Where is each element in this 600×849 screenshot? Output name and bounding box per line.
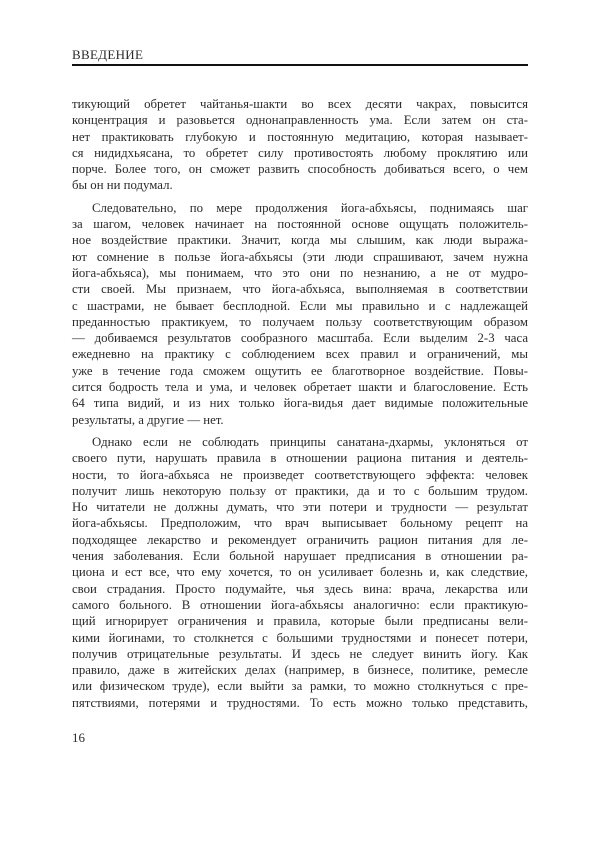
text-line: подходящее лекарство и рекомендует ограничить рацион питания для ле-	[72, 532, 528, 547]
text-line: чения заболевания. Если больной нарушает предписания в отношении ра-	[72, 549, 528, 564]
paragraph	[72, 434, 528, 711]
text-line: преданностью практикуем, то получаем пользу соответствующим образом	[72, 314, 528, 329]
text-line: сится бодрость тела и ума, и человек обретает шакти и благословение. Есть	[72, 380, 528, 395]
text-line: щий игнорирует ограничения и правила, которые были предписаны вели-	[72, 614, 528, 629]
text-line: тикующий обретет чайтанья-шакти во всех десяти чакрах, повысится	[72, 97, 528, 111]
page-number: 16	[72, 730, 85, 745]
text-line: Следовательно, по мере продолжения йога-абхьясы, поднимаясь шаг	[92, 200, 528, 215]
text-line: уже в течение года сможем ощутить ее благотворное воздействие. Повы-	[72, 363, 528, 378]
text-line: — добиваемся результатов сообразного масштаба. Если выделим 2-3 часа	[72, 331, 528, 346]
paragraph	[72, 96, 528, 194]
text-line: йога-абхьяса), мы понимаем, что это они по незнанию, а не от мудро-	[72, 265, 528, 280]
text-line: получит лишь некоторую пользу от практики, да и то с большим трудом.	[72, 483, 528, 498]
text-line: своего пути, нарушать правила в отношении рациона питания и деятель-	[72, 451, 528, 466]
text-line: порче. Более того, он сможет развить способность добиваться всего, о чем	[72, 162, 528, 177]
body-text	[72, 96, 528, 717]
text-line: сти своей. Мы признаем, что йога-абхьяса, выполняемая в соответствии	[72, 282, 528, 297]
text-line: правило, даже в житейских делах (например, в бизнесе, политике, ремесле	[72, 663, 528, 678]
text-line: результаты, а другие — нет.	[72, 412, 224, 427]
text-line: Но читатели не должны думать, что эти потери и трудности — результат	[72, 500, 528, 515]
text-line: ности, то йога-абхьяса не произведет соответствующего эффекта: человек	[72, 467, 528, 482]
text-line: ют сомнение в пользе йога-абхьясы (эти люди спрашивают, зачем нужна	[72, 249, 528, 264]
text-line: ежедневно на практику с соблюдением всех правил и ограничений, мы	[72, 347, 528, 362]
text-line: или физическом труде), если выйти за рамки, то можно столкнуться с пре-	[72, 679, 528, 694]
text-line: концентрация и разовьется однонаправленность ума. Если затем он ста-	[72, 113, 528, 128]
text-line: 64 типа видий, и из них только йога-видья дает видимые положительные	[72, 396, 528, 411]
header-divider	[72, 64, 528, 66]
text-line: получив отрицательные результаты. И здесь не следует винить йогу. Как	[72, 646, 528, 661]
running-header: ВВЕДЕНИЕ	[72, 47, 144, 62]
text-line: циона и ест все, что ему хочется, то он усиливает болезнь и, как следствие,	[72, 565, 528, 580]
text-line: нет практиковать глубокую и постоянную медитацию, которая называет-	[72, 129, 528, 144]
text-line: Однако если не соблюдать принципы санатана-дхармы, уклоняться от	[92, 434, 528, 449]
text-line: бы он ни подумал.	[72, 178, 173, 193]
text-line: ся нидидхьясана, то обретет силу противостоять любому проклятию или	[72, 145, 528, 160]
text-line: свои страдания. Просто подумайте, чья здесь вина: врача, лекарства или	[72, 581, 528, 596]
text-line: пятствиями, потерями и трудностями. То есть можно только представить,	[72, 695, 528, 710]
text-line: кими йогинами, то столкнется с большими трудностями и понесет потери,	[72, 630, 528, 645]
text-line: самого больного. В отношении йога-абхьясы аналогично: если практикую-	[72, 597, 528, 612]
text-line: с шастрами, не бывает бесплодной. Если мы правильно и с надлежащей	[72, 298, 528, 313]
text-line: за шагом, человек начинает на постоянной основе ощущать положитель-	[72, 217, 528, 232]
text-line: ное воздействие практики. Значит, когда мы слышим, как люди выража-	[72, 233, 528, 248]
paragraph	[72, 200, 528, 428]
text-line: йога-абхьясы. Предположим, что врач выписывает больному рецепт на	[72, 516, 528, 531]
